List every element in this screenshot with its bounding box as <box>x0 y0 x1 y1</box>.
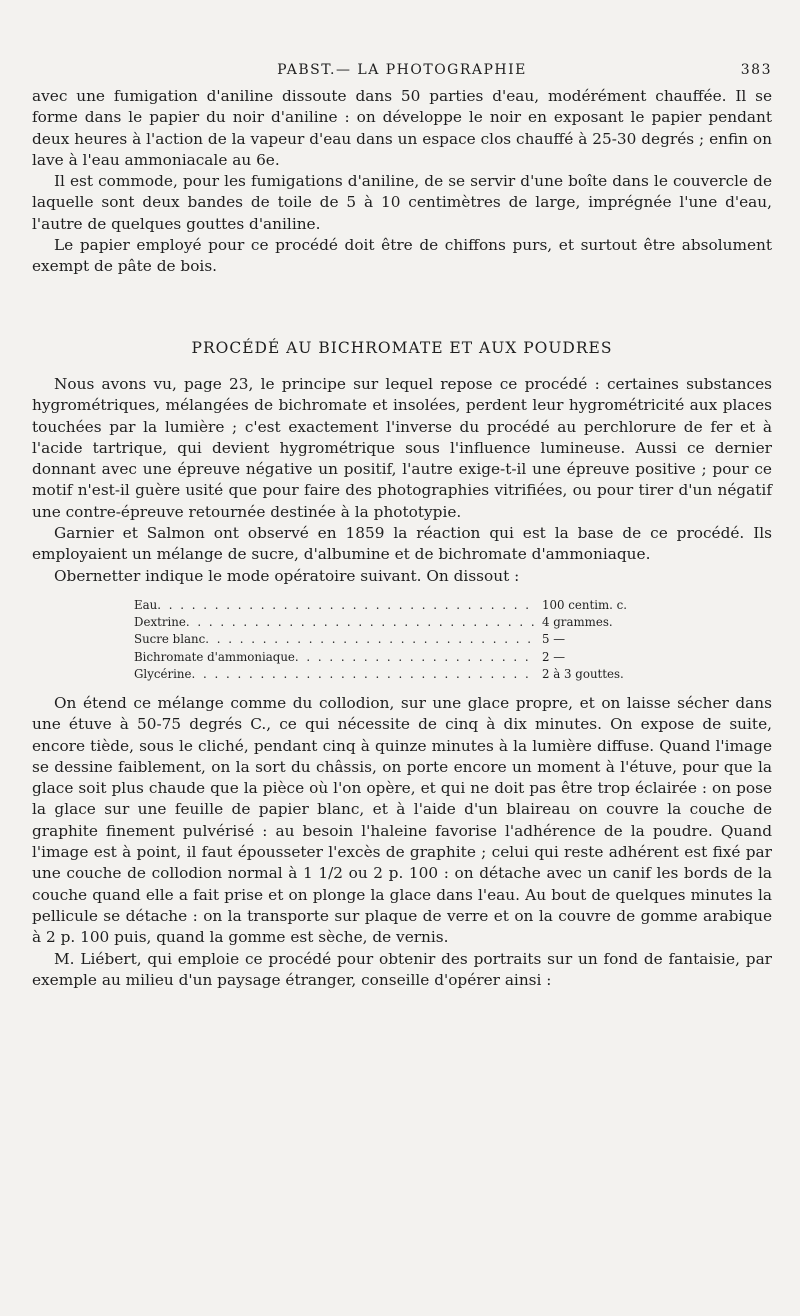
ingredient-quantity: 2 à 3 gouttes. <box>542 666 624 681</box>
paragraph: avec une fumigation d'aniline dissoute dans 50 parties d'eau, modérément chauffée. Il se forme dans le papier du noir d'aniline : on développe le noir en exposant le papier pendant deux heures à l'action de la vapeur d'eau dans un espace clos chauffé à 25-30 degrés ; enfin on lave à l'eau ammoniacale au 6e. <box>32 87 772 169</box>
ingredient-name: Sucre blanc <box>134 632 206 647</box>
ingredient-name: Glycérine <box>134 666 192 681</box>
paragraph: Le papier employé pour ce procédé doit être de chiffons purs, et surtout être absolument exempt de pâte de bois. <box>32 236 772 276</box>
paragraph: M. Liébert, qui emploie ce procédé pour obtenir des portraits sur un fond de fantaisie, par exemple au milieu d'un paysage étranger, conseille d'opérer ainsi : <box>32 949 772 989</box>
paragraph: Garnier et Salmon ont observé en 1859 la réaction qui est la base de ce procédé. Ils employaient un mélange de sucre, d'albumine et de bichromate d'ammoniaque. <box>32 524 772 564</box>
leader-dots <box>191 666 536 683</box>
ingredient-quantity: 100 centim. c. <box>542 597 628 612</box>
recipe-row <box>134 631 634 648</box>
recipe-row <box>134 614 634 631</box>
leader-dots <box>295 649 536 666</box>
paragraph: Il est commode, pour les fumigations d'aniline, de se servir d'une boîte dans le couvercle de laquelle sont deux bandes de toile de 5 à 10 centimètres de large, imprégnée l'une d'eau, l'autre de quelques gouttes d'aniline. <box>32 172 772 233</box>
recipe-row <box>134 597 634 614</box>
recipe-row <box>134 649 634 666</box>
page-number: 383 <box>740 62 772 78</box>
running-title: PABST.— LA PHOTOGRAPHIE <box>277 62 527 78</box>
section-title: PROCÉDÉ AU BICHROMATE ET AUX POUDRES <box>191 338 613 357</box>
leader-dots <box>205 631 536 648</box>
recipe-table <box>134 597 634 683</box>
page-header <box>32 62 772 86</box>
ingredient-quantity: 5 — <box>542 632 566 647</box>
page-body <box>32 86 772 991</box>
ingredient-name: Dextrine <box>134 615 186 630</box>
ingredient-name: Bichromate d'ammoniaque <box>134 649 295 664</box>
ingredient-quantity: 2 — <box>542 649 566 664</box>
leader-dots <box>157 597 536 614</box>
ingredient-name: Eau <box>134 597 158 612</box>
leader-dots <box>186 614 536 631</box>
ingredient-quantity: 4 grammes. <box>542 615 613 630</box>
recipe-row <box>134 666 634 683</box>
paragraph: Nous avons vu, page 23, le principe sur lequel repose ce procédé : certaines substances hygrométriques, mélangées de bichromate et insolées, perdent leur hygrométricité aux places touchées par la lumière ; c'est exactement l'inverse du procédé au perchlorure de fer et à l'acide tartrique, qui devient hygrométrique sous l'influence lumineuse. Aussi ce dernier donnant avec une épreuve négative un positif, l'autre exige-t-il une épreuve positive ; pour ce motif n'est-il guère usité que pour faire des photographies vitrifiées, ou pour tirer d'un négatif une contre-épreuve retournée destinée à la phototypie. <box>32 374 772 521</box>
paragraph: On étend ce mélange comme du collodion, sur une glace propre, et on laisse sécher dans une étuve à 50-75 degrés C., ce qui nécessite de cinq à dix minutes. On expose de suite, encore tiède, sous le cliché, pendant cinq à quinze minutes à la lumière diffuse. Quand l'image se dessine faiblement, on la sort du châssis, on porte encore un moment à l'étuve, pour que la glace soit plus chaude que la pièce où l'on opère, et qui ne doit pas être trop éclairée : on pose la glace sur une feuille de papier blanc, et à l'aide d'un blaireau on couvre la couche de graphite finement pulvérisé : au besoin l'haleine favorise l'adhérence de la poudre. Quand l'image est à point, il faut épousseter l'excès de graphite ; celui qui reste adhérent est fixé par une couche de collodion normal à 1 1/2 ou 2 p. 100 : on détache avec un canif les bords de la couche quand elle a fait prise et on plonge la glace dans l'eau. Au bout de quelques minutes la pellicule se détache : on la transporte sur plaque de verre et on la couvre de gomme arabique à 2 p. 100 puis, quand la gomme est sèche, de vernis. <box>32 693 772 947</box>
paragraph: Obernetter indique le mode opératoire suivant. On dissout : <box>54 566 520 585</box>
